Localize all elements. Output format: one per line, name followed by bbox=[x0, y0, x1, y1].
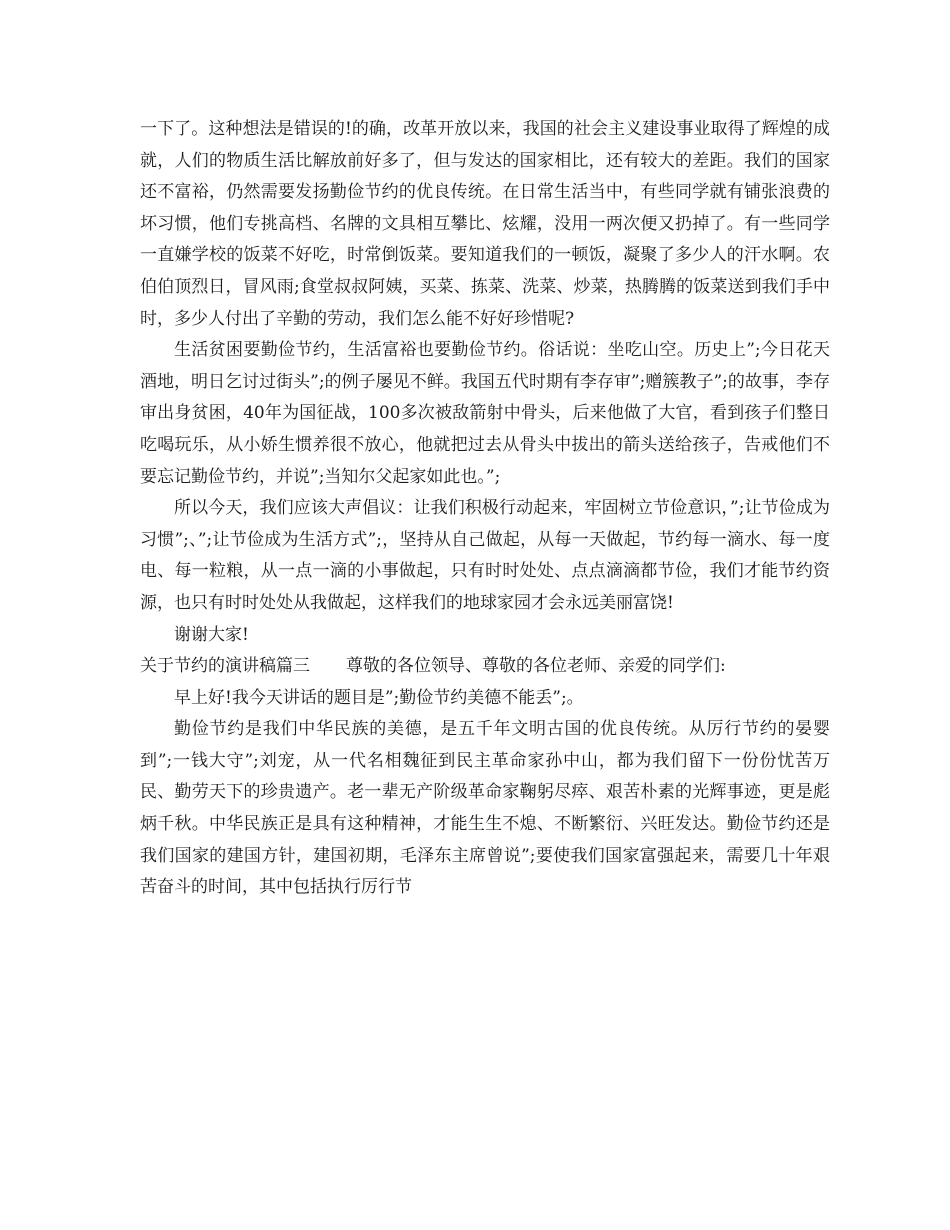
section-heading-line bbox=[140, 651, 830, 683]
paragraph-greeting: 早上好!我今天讲话的题目是”;勤俭节约美德不能丢”;。 bbox=[174, 687, 584, 708]
paragraph-proposal: 所以今天，我们应该大声倡议：让我们积极行动起来，牢固树立节俭意识，”;让节俭成为习惯”;、”;让节俭成为生活方式”;，坚持从自己做起，从每一天做起，节约每一滴水、每一度电、每一粒粮，从一点一滴的小事做起，只有时时处处、点点滴滴都节俭，我们才能节约资源，也只有时时处处从我做起，这样我们的地球家园才会永远美丽富饶! bbox=[140, 498, 830, 613]
paragraph-thanks: 谢谢大家! bbox=[174, 624, 249, 645]
section-title: 关于节约的演讲稿篇三 bbox=[140, 656, 310, 677]
paragraph-tradition: 勤俭节约是我们中华民族的美德，是五千年文明古国的优良传统。从厉行节约的晏婴到”;一钱大守”;刘宠，从一代名相魏征到民主革命家孙中山，都为我们留下一份份忧苦万民、勤劳天下的珍贵遗产。老一辈无产阶级革命家鞠躬尽瘁、艰苦朴素的光辉事迹，更是彪炳千秋。中华民族正是具有这种精神，才能生生不熄、不断繁衍、兴旺发达。勤俭节约还是我们国家的建国方针，建国初期，毛泽东主席曾说”;要使我们国家富强起来，需要几十年艰苦奋斗的时间，其中包括执行厉行节 bbox=[140, 719, 830, 898]
document-page bbox=[140, 114, 830, 904]
paragraph-continued: 一下了。这种想法是错误的!的确，改革开放以来，我国的社会主义建设事业取得了辉煌的成就，人们的物质生活比解放前好多了，但与发达的国家相比，还有较大的差距。我们的国家还不富裕，仍然需要发扬勤俭节约的优良传统。在日常生活当中，有些同学就有铺张浪费的坏习惯，他们专挑高档、名牌的文具相互攀比、炫耀，没用一两次便又扔掉了。有一些同学一直嫌学校的饭菜不好吃，时常倒饭菜。要知道我们的一顿饭，凝聚了多少人的汗水啊。农伯伯顶烈日，冒风雨;食堂叔叔阿姨，买菜、拣菜、洗菜、炒菜，热腾腾的饭菜送到我们手中时，多少人付出了辛勤的劳动，我们怎么能不好好珍惜呢? bbox=[140, 119, 830, 329]
salutation: 尊敬的各位领导、尊敬的各位老师、亲爱的同学们: bbox=[346, 656, 726, 677]
paragraph-frugality-wealth: 生活贫困要勤俭节约，生活富裕也要勤俭节约。俗话说：坐吃山空。历史上”;今日花天酒地，明日乞讨过街头”;的例子屡见不鲜。我国五代时期有李存审”;赠簇教子”;的故事，李存审出身贫困，40年为国征战，100多次被敌箭射中骨头，后来他做了大官，看到孩子们整日吃喝玩乐，从小娇生惯养很不放心，他就把过去从骨头中拔出的箭头送给孩子，告戒他们不要忘记勤俭节约，并说”;当知尔父起家如此也。”; bbox=[140, 340, 830, 487]
